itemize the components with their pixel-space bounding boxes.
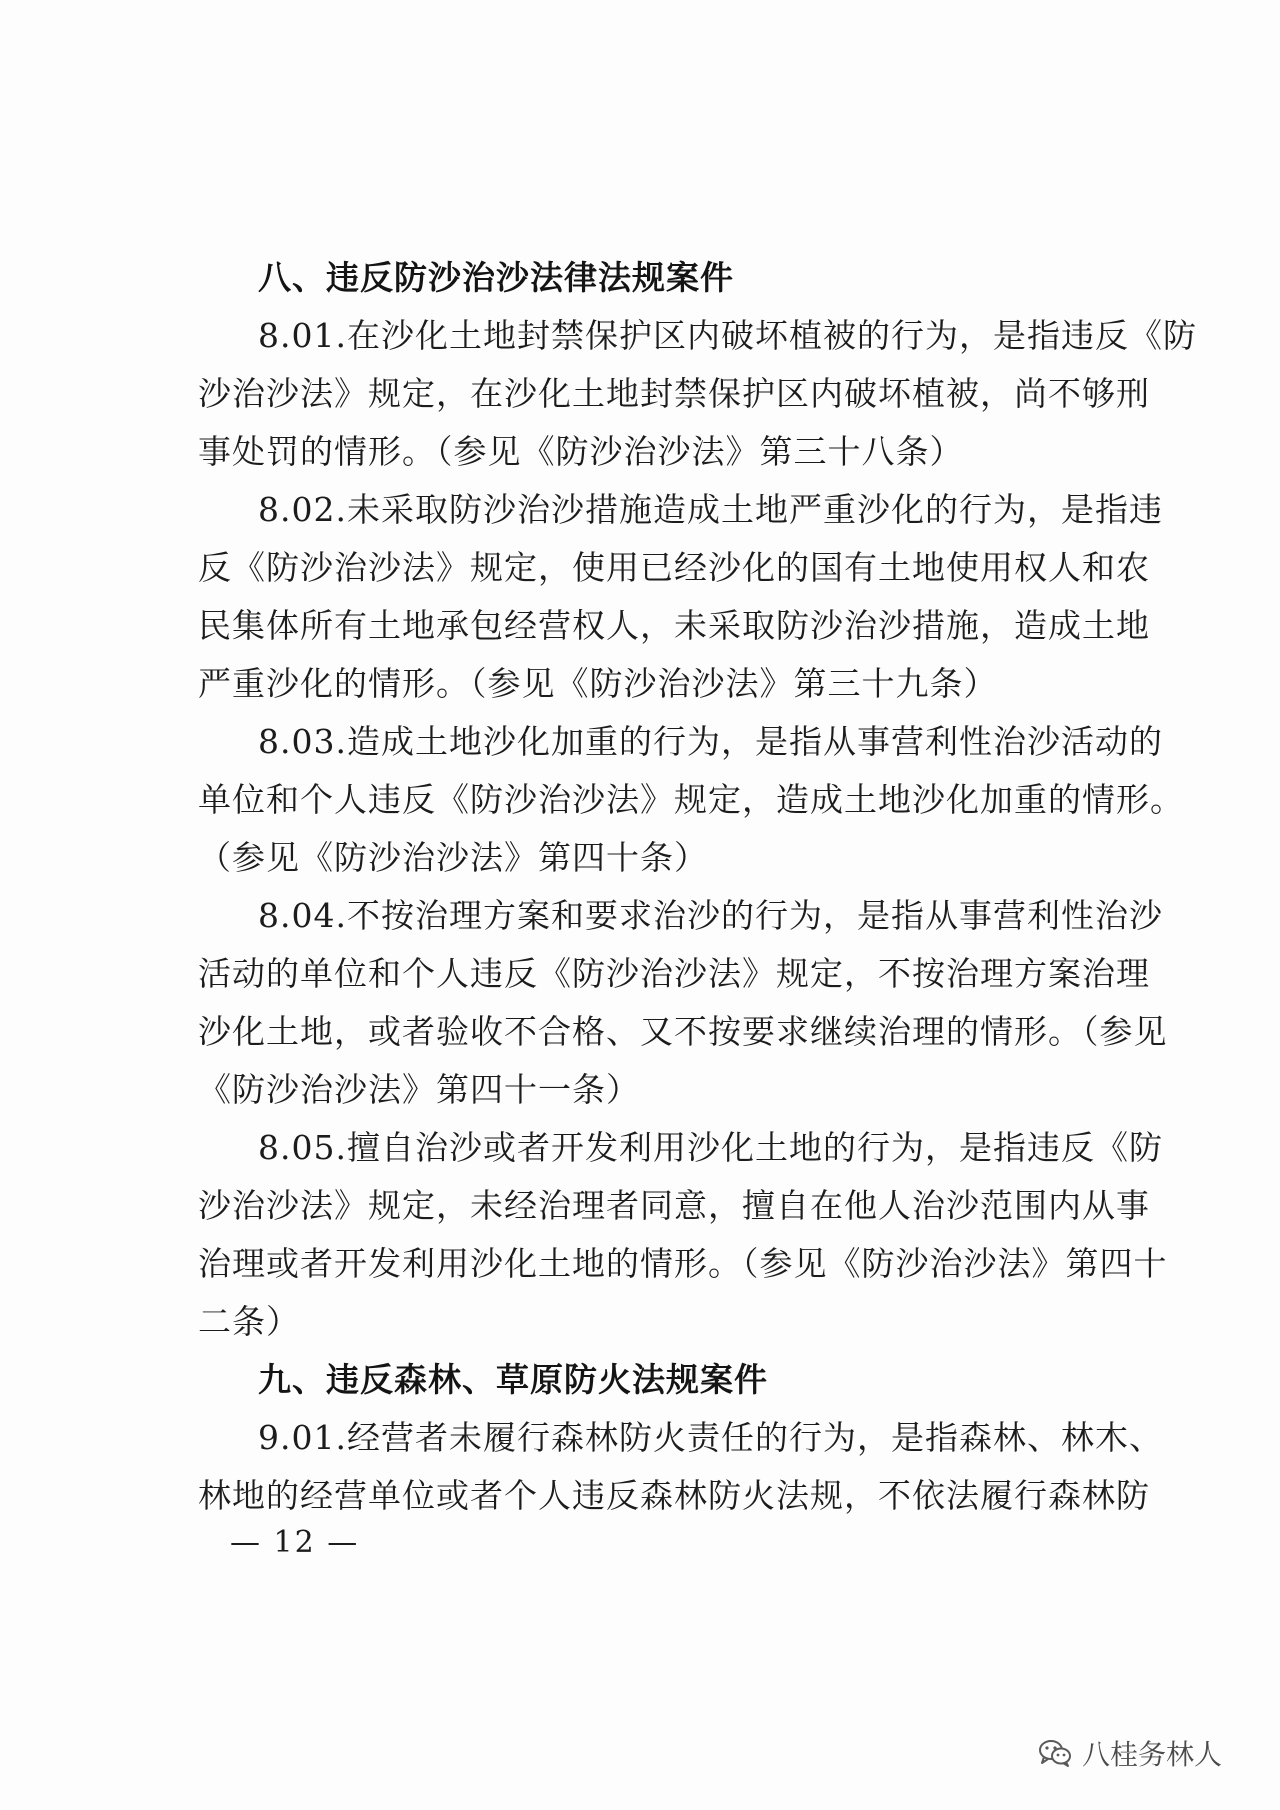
paragraph-line: 二条） [198, 1302, 300, 1341]
paragraph-line: 沙化土地，或者验收不合格、又不按要求继续治理的情形。（参见 [198, 1012, 1168, 1051]
paragraph-line: 沙治沙法》规定，未经治理者同意，擅自在他人治沙范围内从事 [198, 1186, 1150, 1225]
paragraph-line: 严重沙化的情形。（参见《防沙治沙法》第三十九条） [198, 664, 998, 703]
section-heading-9: 九、违反森林、草原防火法规案件 [258, 1360, 768, 1399]
paragraph-line: 8.03.造成土地沙化加重的行为，是指从事营利性治沙活动的 [258, 722, 1163, 761]
paragraph-line: （参见《防沙治沙法》第四十条） [198, 838, 708, 877]
paragraph-line: 8.02.未采取防沙治沙措施造成土地严重沙化的行为，是指违 [258, 490, 1163, 529]
paragraph-line: 8.04.不按治理方案和要求治沙的行为，是指从事营利性治沙 [258, 896, 1163, 935]
paragraph-line: 沙治沙法》规定，在沙化土地封禁保护区内破坏植被，尚不够刑 [198, 374, 1150, 413]
section-heading-8: 八、违反防沙治沙法律法规案件 [258, 258, 734, 297]
wechat-icon [1038, 1738, 1072, 1768]
paragraph-line: 治理或者开发利用沙化土地的情形。（参见《防沙治沙法》第四十 [198, 1244, 1168, 1283]
paragraph-line: 活动的单位和个人违反《防沙治沙法》规定，不按治理方案治理 [198, 954, 1150, 993]
paragraph-line: 9.01.经营者未履行森林防火责任的行为，是指森林、林木、 [258, 1418, 1163, 1457]
paragraph-line: 单位和个人违反《防沙治沙法》规定，造成土地沙化加重的情形。 [198, 780, 1184, 819]
watermark [1038, 1733, 1222, 1773]
paragraph-line: 反《防沙治沙法》规定，使用已经沙化的国有土地使用权人和农 [198, 548, 1150, 587]
paragraph-line: 《防沙治沙法》第四十一条） [198, 1070, 640, 1109]
paragraph-line: 事处罚的情形。（参见《防沙治沙法》第三十八条） [198, 432, 964, 471]
paragraph-line: 民集体所有土地承包经营权人，未采取防沙治沙措施，造成土地 [198, 606, 1150, 645]
paragraph-line: 8.01.在沙化土地封禁保护区内破坏植被的行为，是指违反《防 [258, 316, 1197, 355]
paragraph-line: 8.05.擅自治沙或者开发利用沙化土地的行为，是指违反《防 [258, 1128, 1163, 1167]
page-number: — 12 — [230, 1525, 360, 1560]
watermark-text: 八桂务林人 [1082, 1738, 1223, 1771]
paragraph-line: 林地的经营单位或者个人违反森林防火法规，不依法履行森林防 [198, 1476, 1150, 1515]
